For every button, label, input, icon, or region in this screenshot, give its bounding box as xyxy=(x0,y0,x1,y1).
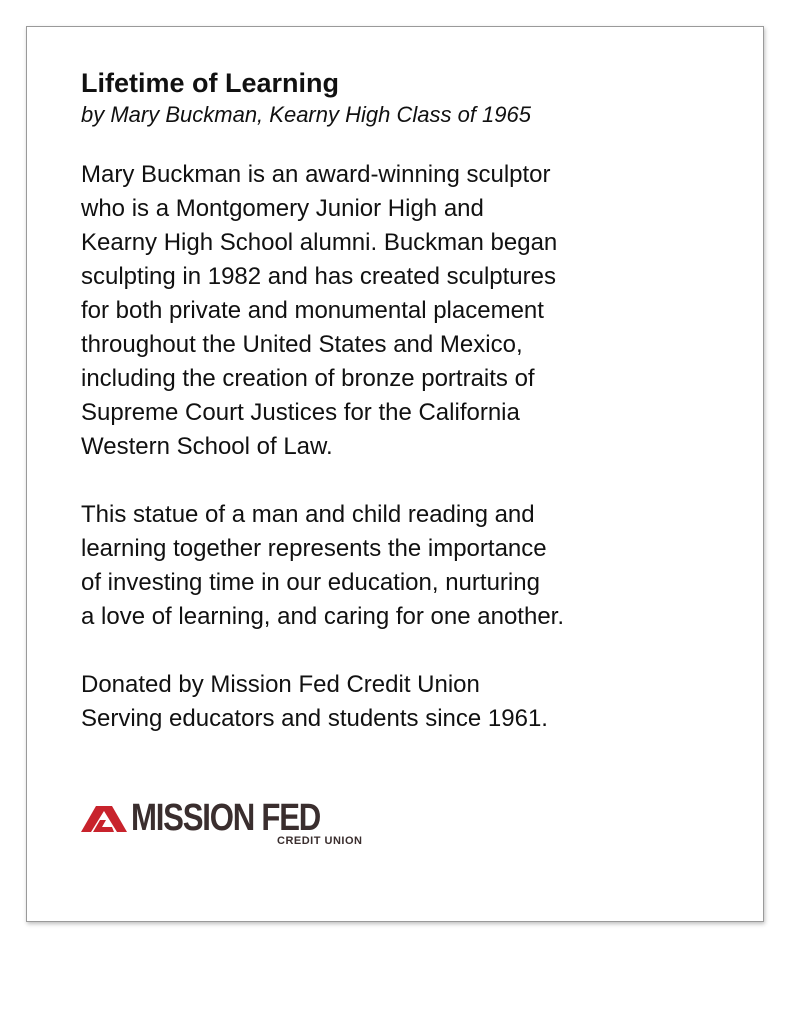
text-line: who is a Montgomery Junior High and xyxy=(81,195,484,222)
text-line: Supreme Court Justices for the California xyxy=(81,399,520,426)
logo-wordmark: MISSION FED xyxy=(131,797,321,839)
text-line: of investing time in our education, nurturing xyxy=(81,569,540,596)
plaque-title: Lifetime of Learning xyxy=(81,68,340,98)
text-line: including the creation of bronze portraits of xyxy=(81,365,535,392)
text-line: for both private and monumental placement xyxy=(81,297,544,324)
plaque-byline: by Mary Buckman, Kearny High Class of 1965 xyxy=(81,102,531,127)
logo-subtitle: CREDIT UNION xyxy=(277,835,363,847)
text-line: throughout the United States and Mexico, xyxy=(81,331,523,358)
text-line: This statue of a man and child reading and xyxy=(81,501,535,528)
paragraph-donation xyxy=(81,668,701,736)
text-line: sculpting in 1982 and has created sculptures xyxy=(81,263,556,290)
text-line: Serving educators and students since 1961. xyxy=(81,705,548,732)
text-line: Mary Buckman is an award-winning sculptor xyxy=(81,161,551,188)
paragraph-biography xyxy=(81,158,701,464)
mission-fed-logo xyxy=(81,798,411,852)
text-line: Western School of Law. xyxy=(81,433,333,460)
paragraph-statue xyxy=(81,498,701,634)
mission-fed-mark-icon xyxy=(81,806,127,832)
text-line: learning together represents the importance xyxy=(81,535,547,562)
text-line: Kearny High School alumni. Buckman began xyxy=(81,229,558,256)
text-line: Donated by Mission Fed Credit Union xyxy=(81,671,480,698)
text-line: a love of learning, and caring for one another. xyxy=(81,603,564,630)
plaque-content xyxy=(81,66,701,770)
